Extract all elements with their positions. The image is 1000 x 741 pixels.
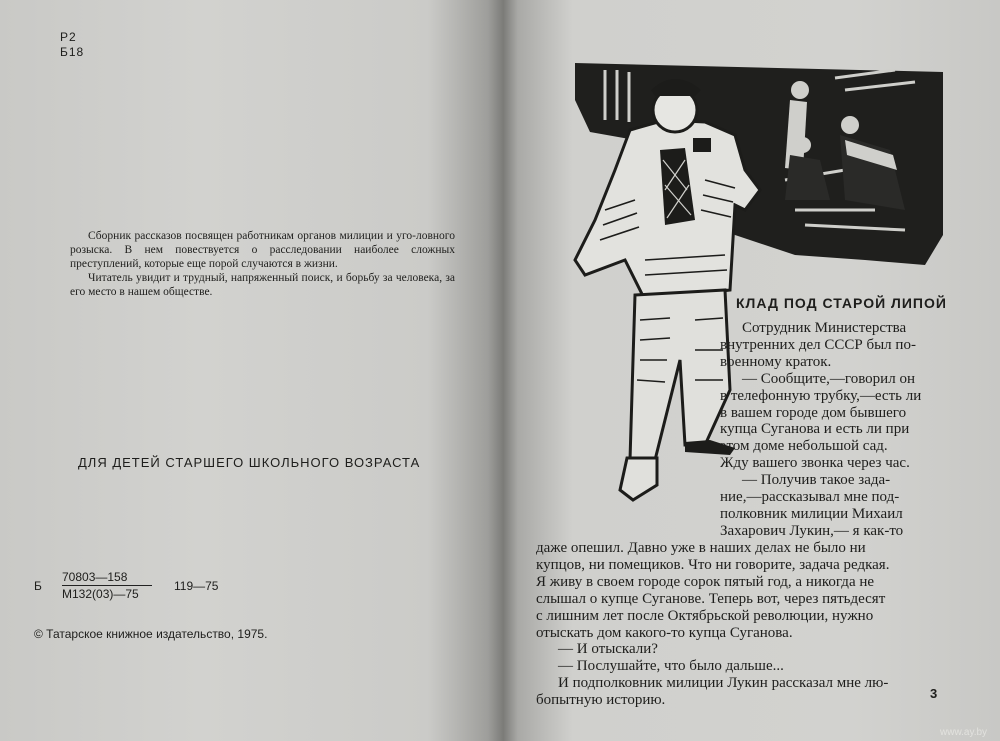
column-line: в вашем городе дом бывшего — [720, 404, 907, 421]
biblio-letter: Б — [34, 579, 42, 593]
text-line: с лишним лет после Октябрьской революции, нужно — [536, 607, 874, 624]
column-line: внутренних дел СССР был по- — [720, 336, 916, 353]
column-line: Захарович Лукин,— я как-то — [720, 522, 904, 539]
page-number: 3 — [930, 686, 938, 701]
age-note: ДЛЯ ДЕТЕЙ СТАРШЕГО ШКОЛЬНОГО ВОЗРАСТА — [78, 455, 421, 470]
story-title: КЛАД ПОД СТАРОЙ ЛИПОЙ — [736, 295, 947, 311]
annotation — [70, 229, 455, 299]
column-line: — Сообщите,—говорил он — [742, 370, 915, 387]
text-line: И подполковник милиции Лукин рассказал мне лю- — [558, 675, 889, 692]
classification-code — [60, 30, 84, 60]
column-line: этом доме небольшой сад. — [720, 438, 888, 455]
biblio-numerator: 70803—158 — [62, 570, 152, 586]
column-line: ние,—рассказывал мне под- — [720, 489, 900, 506]
text-line: — И отыскали? — [558, 641, 658, 658]
column-line: в телефонную трубку,—есть ли — [720, 387, 922, 404]
classification-line-1: Р2 — [60, 30, 77, 44]
copyright: © Татарское книжное издательство, 1975. — [34, 627, 268, 641]
column-text — [720, 320, 942, 540]
text-line: бопытную историю. — [536, 692, 666, 709]
text-line: купцов, ни помещиков. Что ни говорите, задача редкая. — [536, 556, 890, 573]
biblio-code: 119—75 — [174, 579, 219, 593]
text-line: — Послушайте, что было дальше... — [558, 658, 784, 675]
watermark: www.ay.by — [940, 727, 988, 738]
column-line: Сотрудник Министерства — [742, 320, 907, 336]
column-line: военному краток. — [720, 353, 832, 370]
annotation-paragraph-2: Читатель увидит и трудный, напряженный поиск, и борьбу за человека, за его место в нашем обществе. — [70, 272, 455, 298]
bibliographic-code — [34, 570, 254, 602]
text-line: отыскать дом какого-то купца Суганова. — [536, 624, 793, 641]
column-line: полковник милиции Михаил — [720, 505, 903, 522]
text-line: даже опешил. Давно уже в наших делах не было ни — [536, 540, 866, 556]
column-line: купца Суганова и есть ли при — [720, 421, 910, 438]
full-width-text — [536, 540, 946, 709]
classification-line-2: Б18 — [60, 45, 85, 59]
biblio-denominator: М132(03)—75 — [62, 587, 139, 601]
text-line: слышал о купце Суганове. Теперь вот, через пятьдесят — [536, 590, 886, 607]
text-line: Я живу в своем городе сорок пятый год, а никогда не — [536, 573, 875, 590]
column-line: — Получив такое зада- — [742, 472, 891, 489]
annotation-paragraph-1: Сборник рассказов посвящен работникам органов милиции и уго-ловного розыска. В нем повествуется о расследовании наиболее сложных преступлений, которые еще порой случаются в жизни. — [70, 230, 455, 270]
column-line: Жду вашего звонка через час. — [720, 455, 910, 472]
